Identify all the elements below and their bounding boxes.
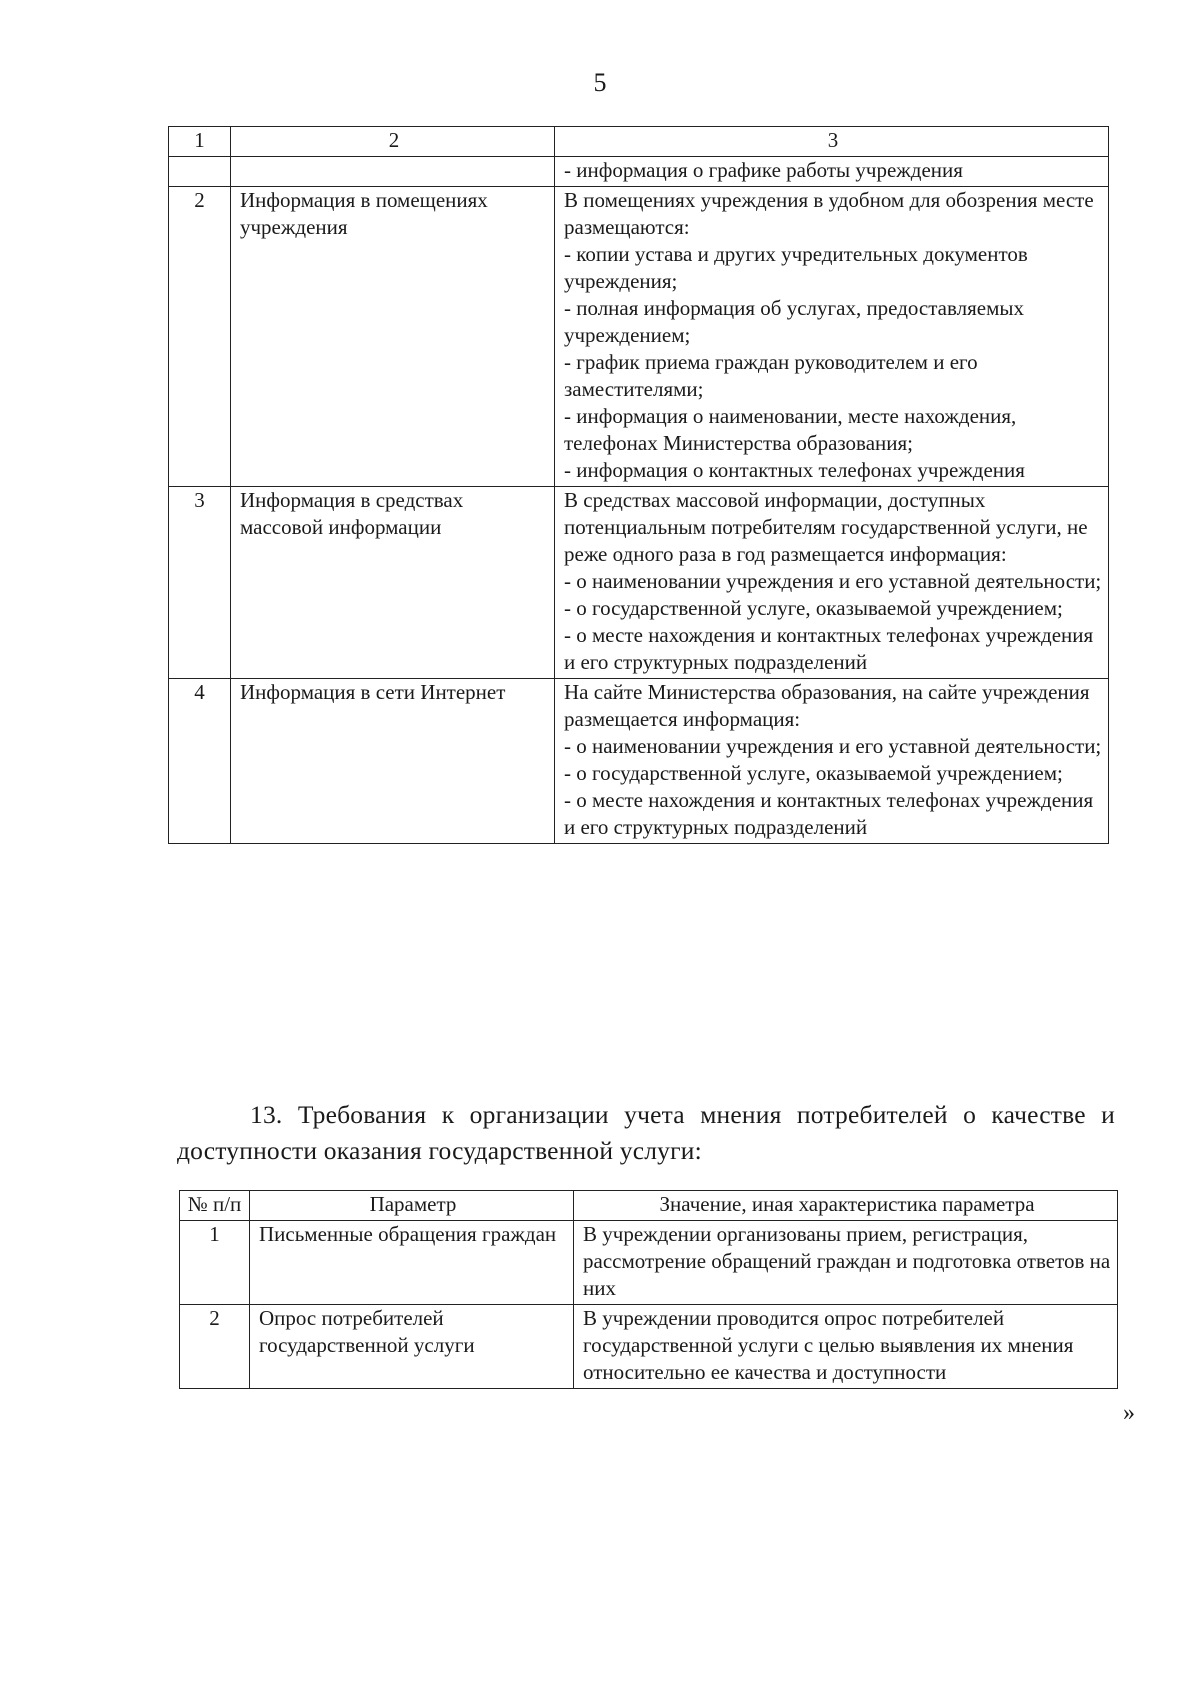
row-number: 2 [180,1305,250,1389]
row-method: Информация в сети Интернет [231,679,555,844]
row-content: - информация о графике работы учреждения [555,157,1109,187]
row-content: На сайте Министерства образования, на сайте учреждения размещается информация: - о наименовании учреждения и его уставной деятельности; - о государственной услуге, оказываемой учреждением; - о месте нахождения и контактных телефонах учреждения и его структурных подразделений [555,679,1109,844]
table-row [169,187,1109,487]
row-method: Информация в средствах массовой информации [231,487,555,679]
row-number: 4 [169,679,231,844]
header-parameter: Параметр [250,1191,574,1221]
table-row [180,1305,1118,1389]
header-cell-1: 1 [169,127,231,157]
row-number: 1 [180,1221,250,1305]
row-parameter: Опрос потребителей государственной услуги [250,1305,574,1389]
table-row [169,487,1109,679]
row-number [169,157,231,187]
row-method [231,157,555,187]
row-content: В средствах массовой информации, доступных потенциальным потребителям государственной услуги, не реже одного раза в год размещается информация: - о наименовании учреждения и его уставной деятельности; - о государственной услуге, оказываемой учреждением; - о месте нахождения и контактных телефонах учреждения и его структурных подразделений [555,487,1109,679]
header-cell-2: 2 [231,127,555,157]
closing-quote-mark: » [1123,1400,1135,1426]
row-parameter: Письменные обращения граждан [250,1221,574,1305]
table-header-row [180,1191,1118,1221]
table-row [169,679,1109,844]
section-heading: 13. Требования к организации учета мнения потребителей о качестве и доступности оказания государственной услуги: [177,1100,1115,1165]
table-header-row [169,127,1109,157]
row-number: 3 [169,487,231,679]
table-row [180,1221,1118,1305]
header-number: № п/п [180,1191,250,1221]
feedback-table [179,1190,1118,1389]
table-row [169,157,1109,187]
header-value: Значение, иная характеристика параметра [574,1191,1118,1221]
row-value: В учреждении проводится опрос потребителей государственной услуги с целью выявления их мнения относительно ее качества и доступности [574,1305,1118,1389]
page-number: 5 [593,68,607,97]
row-content: В помещениях учреждения в удобном для обозрения месте размещаются: - копии устава и других учредительных документов учреждения; - полная информация об услугах, предоставляемых учреждением; - график приема граждан руководителем и его заместителями; - информация о наименовании, месте нахождения, телефонах Министерства образования; - информация о контактных телефонах учреждения [555,187,1109,487]
row-value: В учреждении организованы прием, регистрация, рассмотрение обращений граждан и подготовка ответов на них [574,1221,1118,1305]
row-number: 2 [169,187,231,487]
header-cell-3: 3 [555,127,1109,157]
row-method: Информация в помещениях учреждения [231,187,555,487]
info-methods-table [168,126,1109,844]
